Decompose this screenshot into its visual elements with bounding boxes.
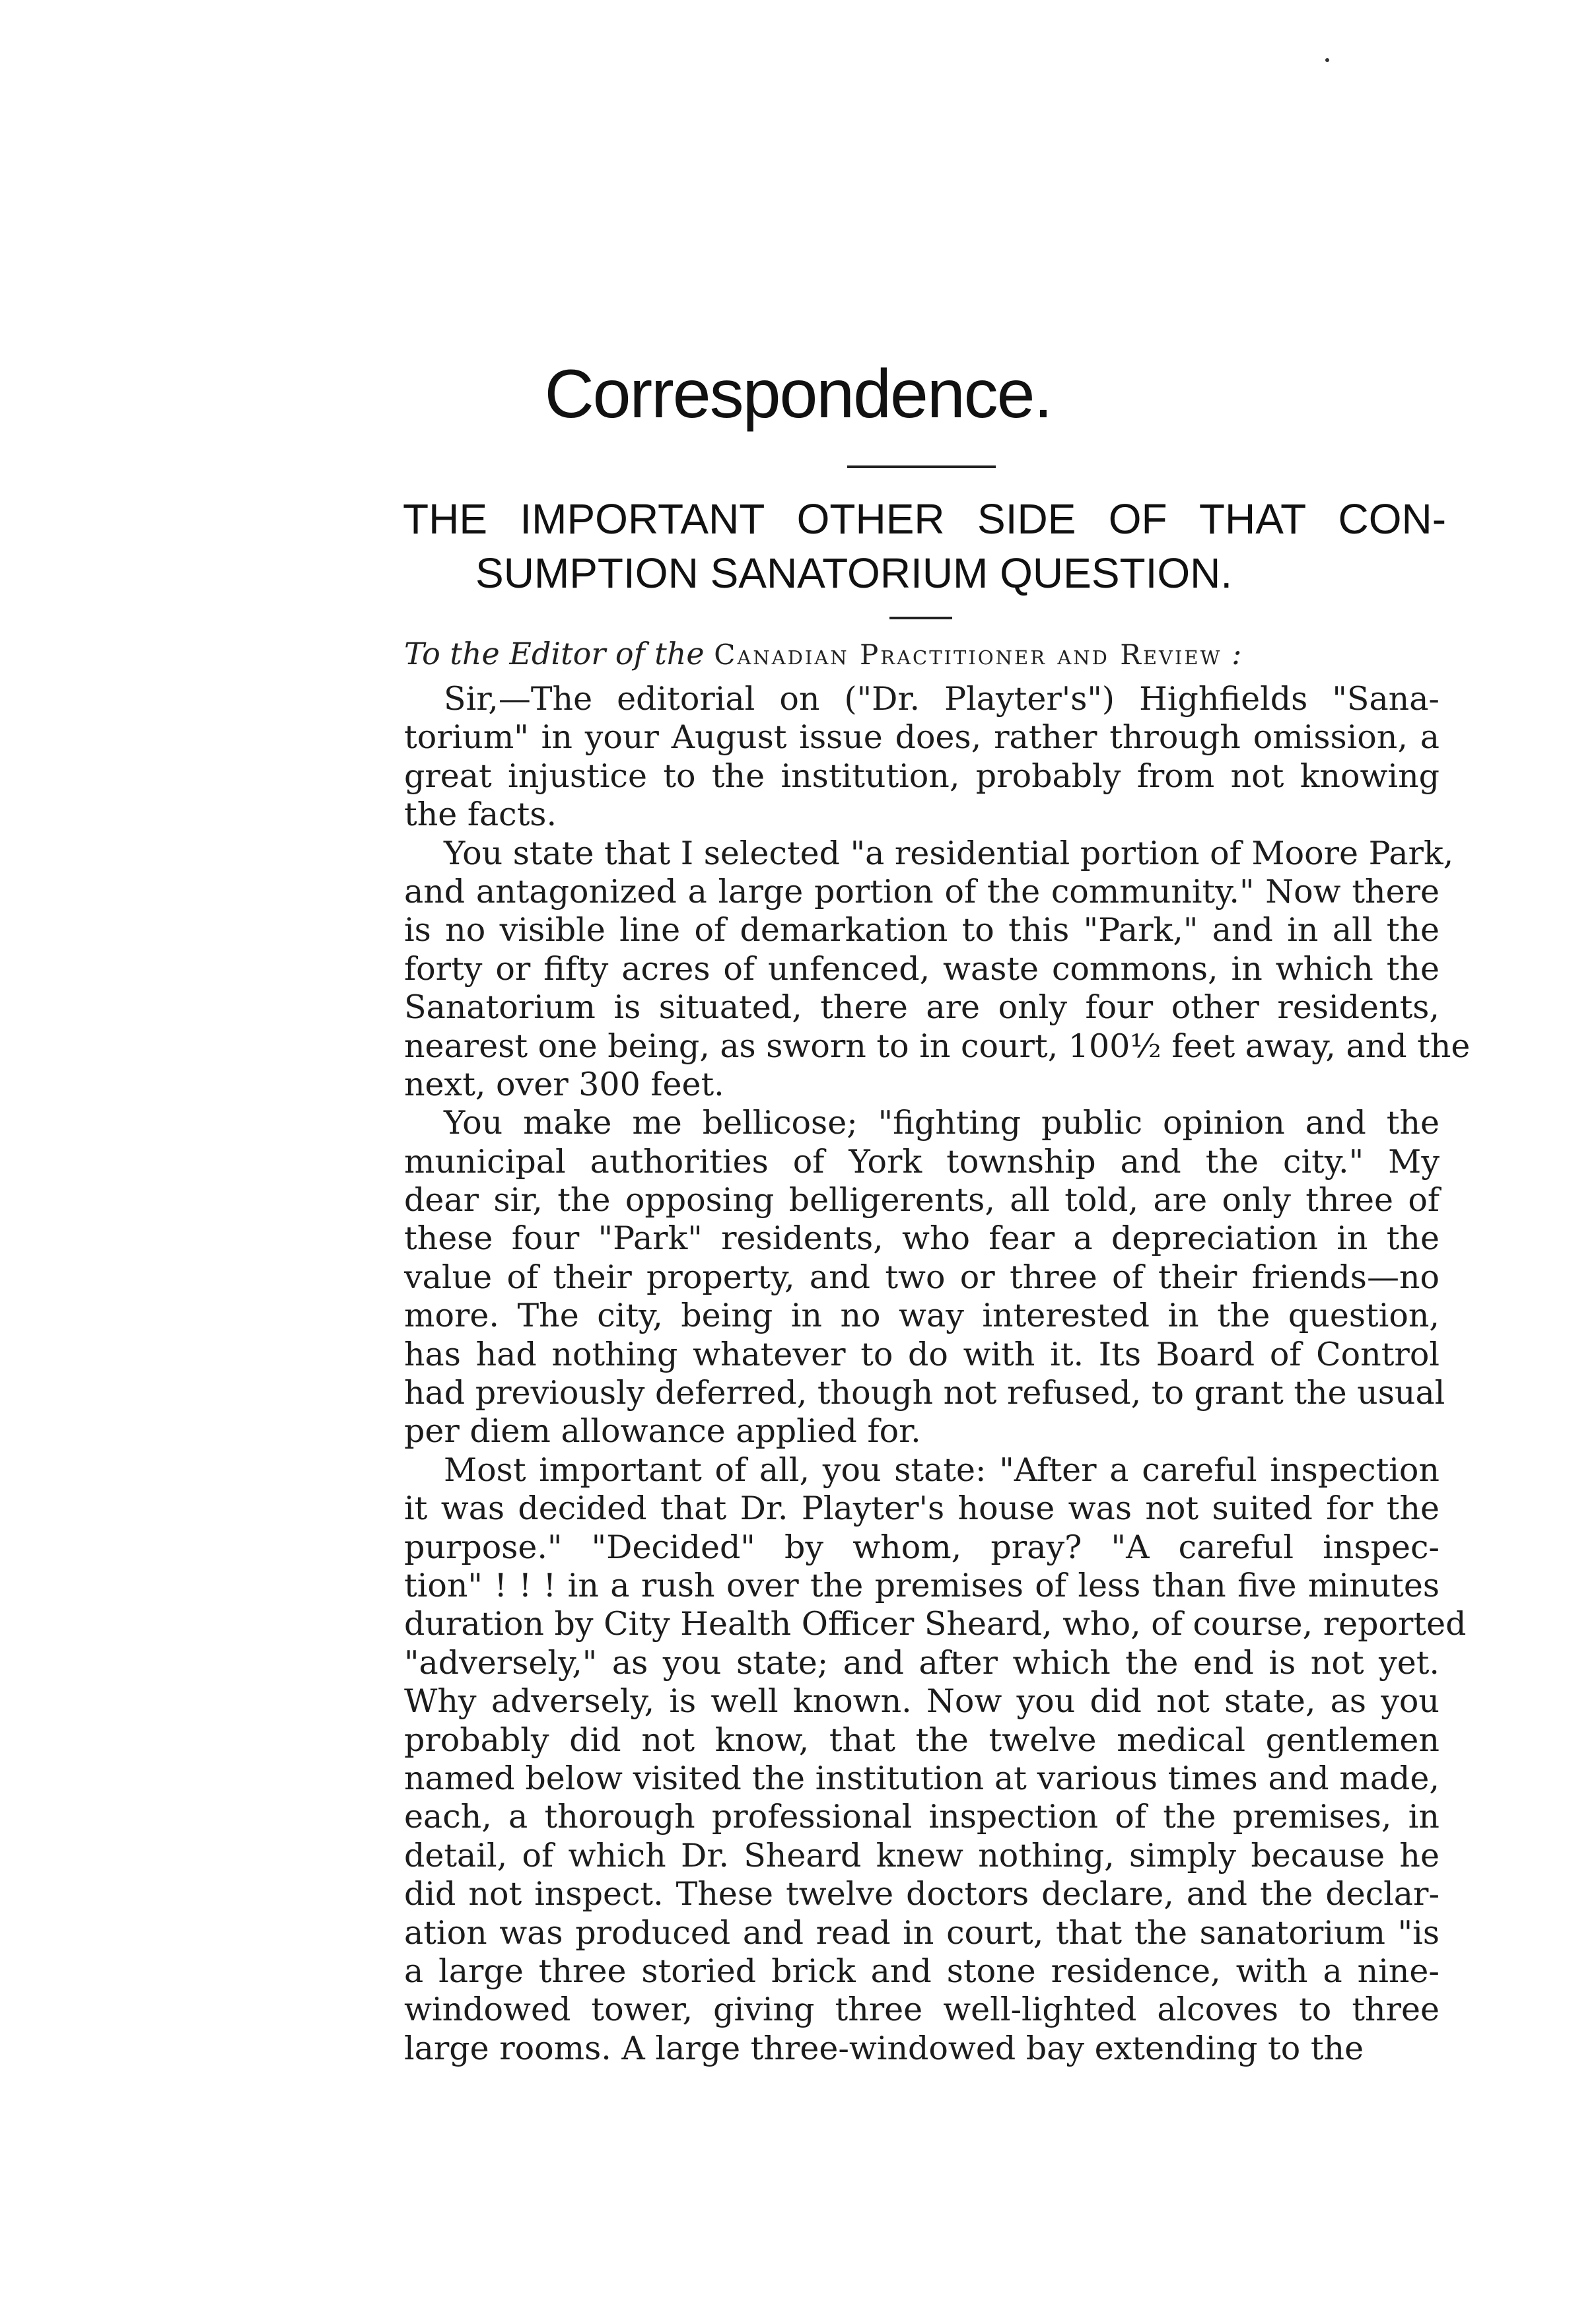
- text-line: large rooms. A large three-windowed bay extending to the: [404, 2029, 1364, 2067]
- text-line: the facts.: [404, 796, 557, 834]
- text-line: more. The city, being in no way interested in the question,: [404, 1297, 1440, 1335]
- salutation-prefix: To the Editor of the: [404, 636, 705, 671]
- text-line: duration by City Health Officer Sheard, who, of course, reported: [404, 1605, 1467, 1643]
- title-rule: [847, 465, 996, 468]
- text-line: is no visible line of demarkation to this "Park," and in all the: [404, 911, 1440, 949]
- text-line: purpose." "Decided" by whom, pray? "A careful inspec-: [404, 1528, 1440, 1566]
- text-line: windowed tower, giving three well-lighted alcoves to three: [404, 1991, 1440, 2029]
- text-line: value of their property, and two or three of their friends—no: [404, 1258, 1440, 1296]
- text-line: named below visited the institution at various times and made,: [404, 1759, 1440, 1797]
- text-line: tion" ! ! ! in a rush over the premises of less than five minutes: [404, 1566, 1440, 1604]
- salutation-suffix: :: [1232, 636, 1242, 671]
- text-line: Why adversely, is well known. Now you did not state, as you: [404, 1682, 1440, 1721]
- text-line: has had nothing whatever to do with it. Its Board of Control: [404, 1335, 1440, 1373]
- text-line: and antagonized a large portion of the community." Now there: [404, 872, 1440, 910]
- section-title: Correspondence.: [544, 356, 1052, 432]
- text-line: municipal authorities of York township and the city." My: [404, 1142, 1440, 1181]
- text-line: next, over 300 feet.: [404, 1065, 724, 1103]
- text-line: each, a thorough professional inspection of the premises, in: [404, 1798, 1440, 1836]
- paragraph: [404, 680, 1440, 835]
- text-line: Sir,—The editorial on ("Dr. Playter's") Highfields "Sana-: [444, 680, 1440, 718]
- text-line: it was decided that Dr. Playter's house was not suited for the: [404, 1490, 1440, 1528]
- article-headline: [403, 492, 1446, 600]
- text-line: did not inspect. These twelve doctors declare, and the declar-: [404, 1875, 1440, 1913]
- text-line: Most important of all, you state: "After a careful inspection: [444, 1451, 1440, 1489]
- text-line: detail, of which Dr. Sheard knew nothing, simply because he: [404, 1836, 1440, 1874]
- headline-rule: [889, 617, 952, 619]
- paragraph: [404, 1104, 1445, 1451]
- text-line: probably did not know, that the twelve medical gentlemen: [404, 1721, 1440, 1759]
- text-line: ation was produced and read in court, that the sanatorium "is: [404, 1913, 1440, 1952]
- print-speck: [1325, 58, 1329, 62]
- salutation: [404, 636, 1434, 671]
- text-line: nearest one being, as sworn to in court, 100½ feet away, and the: [404, 1027, 1471, 1065]
- text-line: per diem allowance applied for.: [404, 1412, 921, 1451]
- headline-line-1: THE IMPORTANT OTHER SIDE OF THAT CON-: [403, 495, 1446, 543]
- text-line: forty or fifty acres of unfenced, waste commons, in which the: [404, 949, 1440, 988]
- text-line: dear sir, the opposing belligerents, all told, are only three of: [404, 1181, 1440, 1219]
- publication-name: Canadian Practitioner and Review: [714, 638, 1222, 671]
- text-line: torium" in your August issue does, rather through omission, a: [404, 718, 1440, 757]
- letter-body: [404, 680, 1471, 2068]
- paragraph: [404, 834, 1471, 1105]
- text-line: these four "Park" residents, who fear a depreciation in the: [404, 1219, 1440, 1258]
- text-line: You state that I selected "a residential portion of Moore Park,: [444, 834, 1454, 872]
- text-line: You make me bellicose; "fighting public opinion and the: [444, 1104, 1440, 1142]
- headline-line-2: SUMPTION SANATORIUM QUESTION.: [475, 549, 1233, 597]
- text-line: Sanatorium is situated, there are only four other residents,: [404, 988, 1440, 1027]
- text-line: had previously deferred, though not refused, to grant the usual: [404, 1374, 1445, 1412]
- paragraph: [404, 1451, 1467, 2068]
- text-line: "adversely," as you state; and after which the end is not yet.: [404, 1643, 1440, 1682]
- text-line: great injustice to the institution, probably from not knowing: [404, 757, 1440, 795]
- text-line: a large three storied brick and stone residence, with a nine-: [404, 1952, 1440, 1990]
